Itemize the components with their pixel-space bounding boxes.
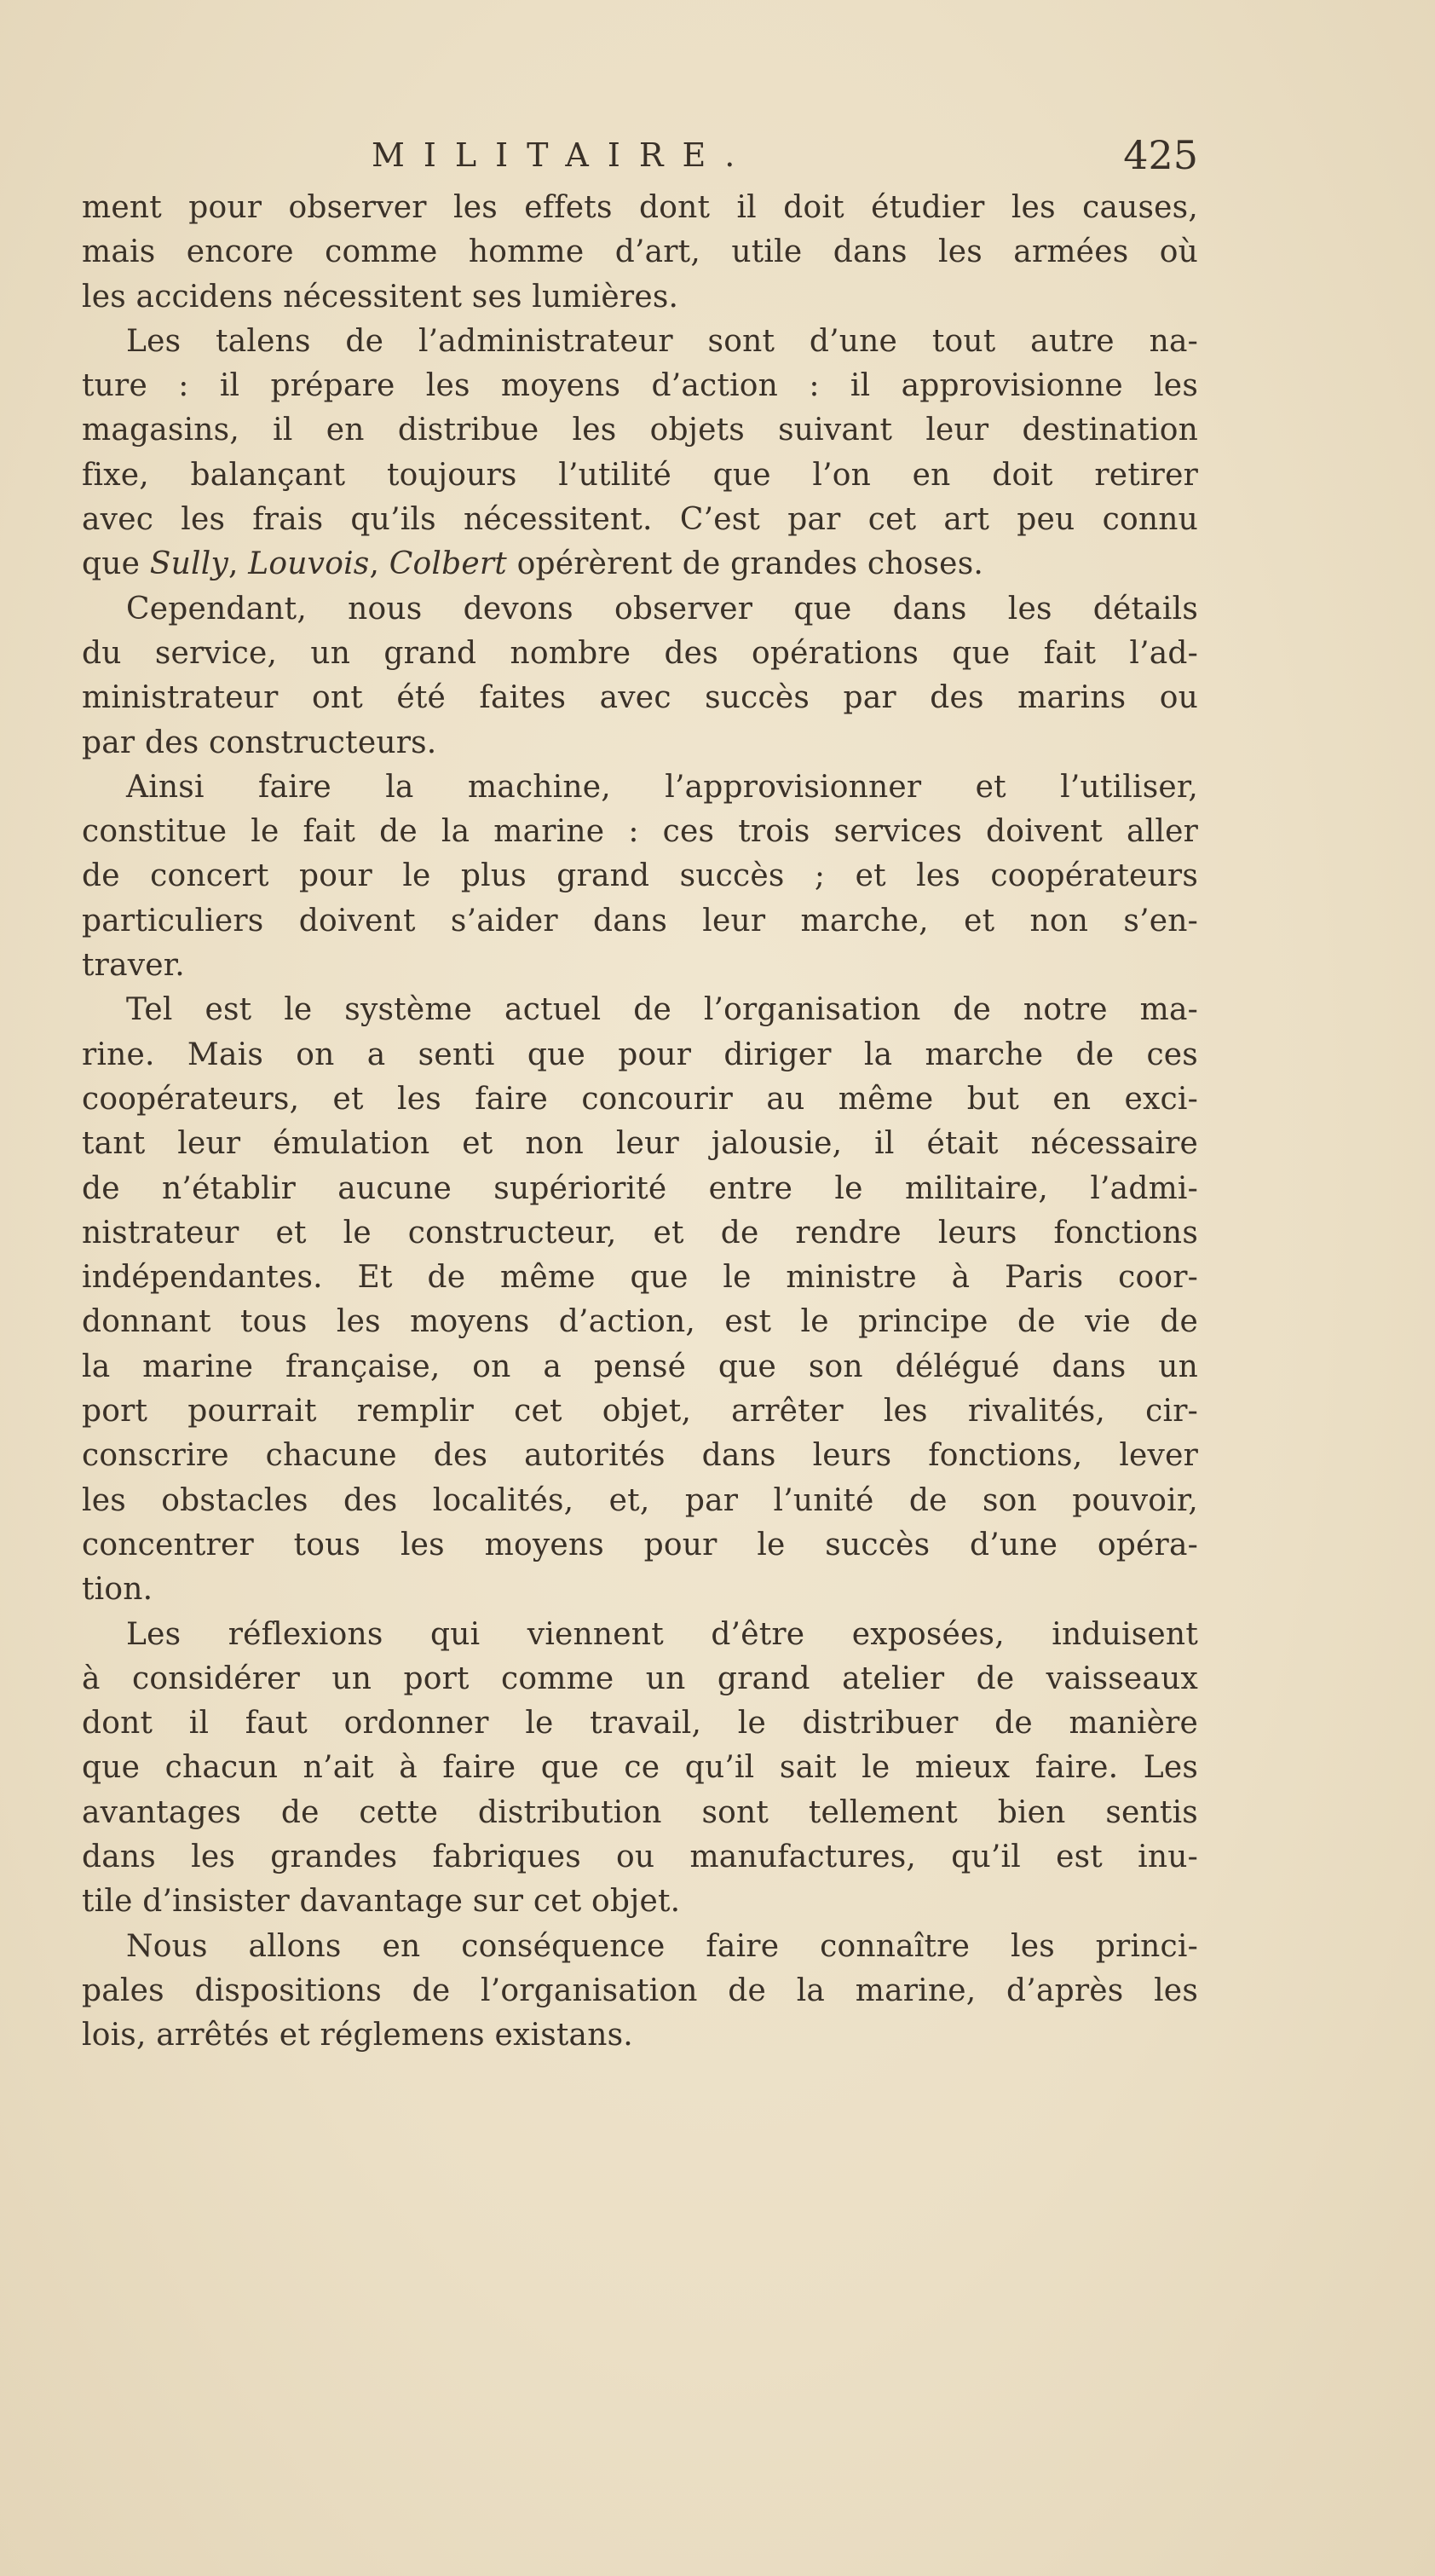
text-line: du service, un grand nombre des opérations que fait l’ad-	[82, 635, 1198, 671]
text-line: nistrateur et le constructeur, et de rendre leurs fonctions	[82, 1215, 1198, 1250]
paragraph	[82, 587, 1198, 765]
text-line: ministrateur ont été faites avec succès par des marins ou	[82, 680, 1198, 716]
text-line: donnant tous les moyens d’action, est le principe de vie de	[82, 1304, 1198, 1340]
text-line: ment pour observer les effets dont il doit étudier les causes,	[82, 190, 1198, 225]
paragraph	[82, 1613, 1198, 1925]
text-line: constitue le fait de la marine : ces trois services doivent aller	[82, 814, 1198, 850]
text-line: les obstacles des localités, et, par l’unité de son pouvoir,	[82, 1482, 1198, 1518]
text-line: avec les frais qu’ils nécessitent. C’est par cet art peu connu	[82, 502, 1198, 538]
italic-name: Colbert	[389, 546, 507, 582]
text-line	[82, 542, 1198, 586]
text-line: fixe, balançant toujours l’utilité que l’on en doit retirer	[82, 457, 1198, 493]
text-line: Cependant, nous devons observer que dans les détails	[126, 591, 1198, 627]
paragraph	[82, 1925, 1198, 2059]
text-line: Les talens de l’administrateur sont d’une tout autre na-	[126, 323, 1198, 359]
text-line: Tel est le système actuel de l’organisation de notre ma-	[126, 992, 1198, 1028]
text-line: particuliers doivent s’aider dans leur marche, et non s’en-	[82, 903, 1198, 939]
text-line: traver.	[82, 948, 185, 984]
text-line: la marine française, on a pensé que son délégué dans un	[82, 1349, 1198, 1384]
text-line: pales dispositions de l’organisation de la marine, d’après les	[82, 1972, 1198, 2008]
text-line: de concert pour le plus grand succès ; et les coopérateurs	[82, 858, 1198, 894]
text-line: ture : il prépare les moyens d’action : il approvisionne les	[82, 368, 1198, 404]
text-line: rine. Mais on a senti que pour diriger la marche de ces	[82, 1037, 1198, 1072]
text-line: tile d’insister davantage sur cet objet.	[82, 1884, 681, 1920]
text-fragment: ,	[369, 546, 389, 582]
paragraph	[82, 765, 1198, 988]
paragraph	[82, 320, 1198, 587]
text-line: indépendantes. Et de même que le ministre à Paris coor-	[82, 1260, 1198, 1296]
text-fragment: que	[82, 546, 150, 582]
text-line: que chacun n’ait à faire que ce qu’il sait le mieux faire. Les	[82, 1750, 1198, 1786]
paragraph	[82, 186, 1198, 320]
text-line: Ainsi faire la machine, l’approvisionner et l’utiliser,	[126, 769, 1198, 805]
text-fragment: ,	[228, 546, 249, 582]
text-fragment: opérèrent de grandes choses.	[506, 546, 984, 582]
text-line: conscrire chacune des autorités dans leurs fonctions, lever	[82, 1438, 1198, 1474]
paragraph	[82, 988, 1198, 1612]
text-block	[82, 130, 1198, 2058]
text-line: tion.	[82, 1572, 153, 1608]
text-line: par des constructeurs.	[82, 725, 437, 760]
running-head	[82, 130, 1198, 181]
text-line: Nous allons en conséquence faire connaître les princi-	[126, 1928, 1198, 1964]
text-line: dans les grandes fabriques ou manufactures, qu’il est inu-	[82, 1839, 1198, 1874]
text-line: magasins, il en distribue les objets suivant leur destination	[82, 413, 1198, 448]
running-title: MILITAIRE.	[372, 136, 754, 174]
italic-name: Louvois	[248, 546, 370, 582]
page-number: 425	[1123, 132, 1198, 178]
text-line: concentrer tous les moyens pour le succès d’une opéra-	[82, 1527, 1198, 1562]
text-line: Les réflexions qui viennent d’être exposées, induisent	[126, 1616, 1198, 1652]
text-line: port pourrait remplir cet objet, arrêter les rivalités, cir-	[82, 1394, 1198, 1430]
text-line: à considérer un port comme un grand atelier de vaisseaux	[82, 1661, 1198, 1696]
text-line: coopérateurs, et les faire concourir au même but en exci-	[82, 1081, 1198, 1117]
text-line: tant leur émulation et non leur jalousie, il était nécessaire	[82, 1126, 1198, 1162]
text-line: mais encore comme homme d’art, utile dans les armées où	[82, 234, 1198, 270]
text-line: de n’établir aucune supériorité entre le militaire, l’admi-	[82, 1170, 1198, 1206]
italic-name: Sully	[149, 546, 228, 582]
text-line: lois, arrêtés et réglemens existans.	[82, 2018, 633, 2053]
text-line: dont il faut ordonner le travail, le distribuer de manière	[82, 1706, 1198, 1741]
text-line: avantages de cette distribution sont tellement bien sentis	[82, 1794, 1198, 1830]
text-line: les accidens nécessitent ses lumières.	[82, 279, 679, 315]
